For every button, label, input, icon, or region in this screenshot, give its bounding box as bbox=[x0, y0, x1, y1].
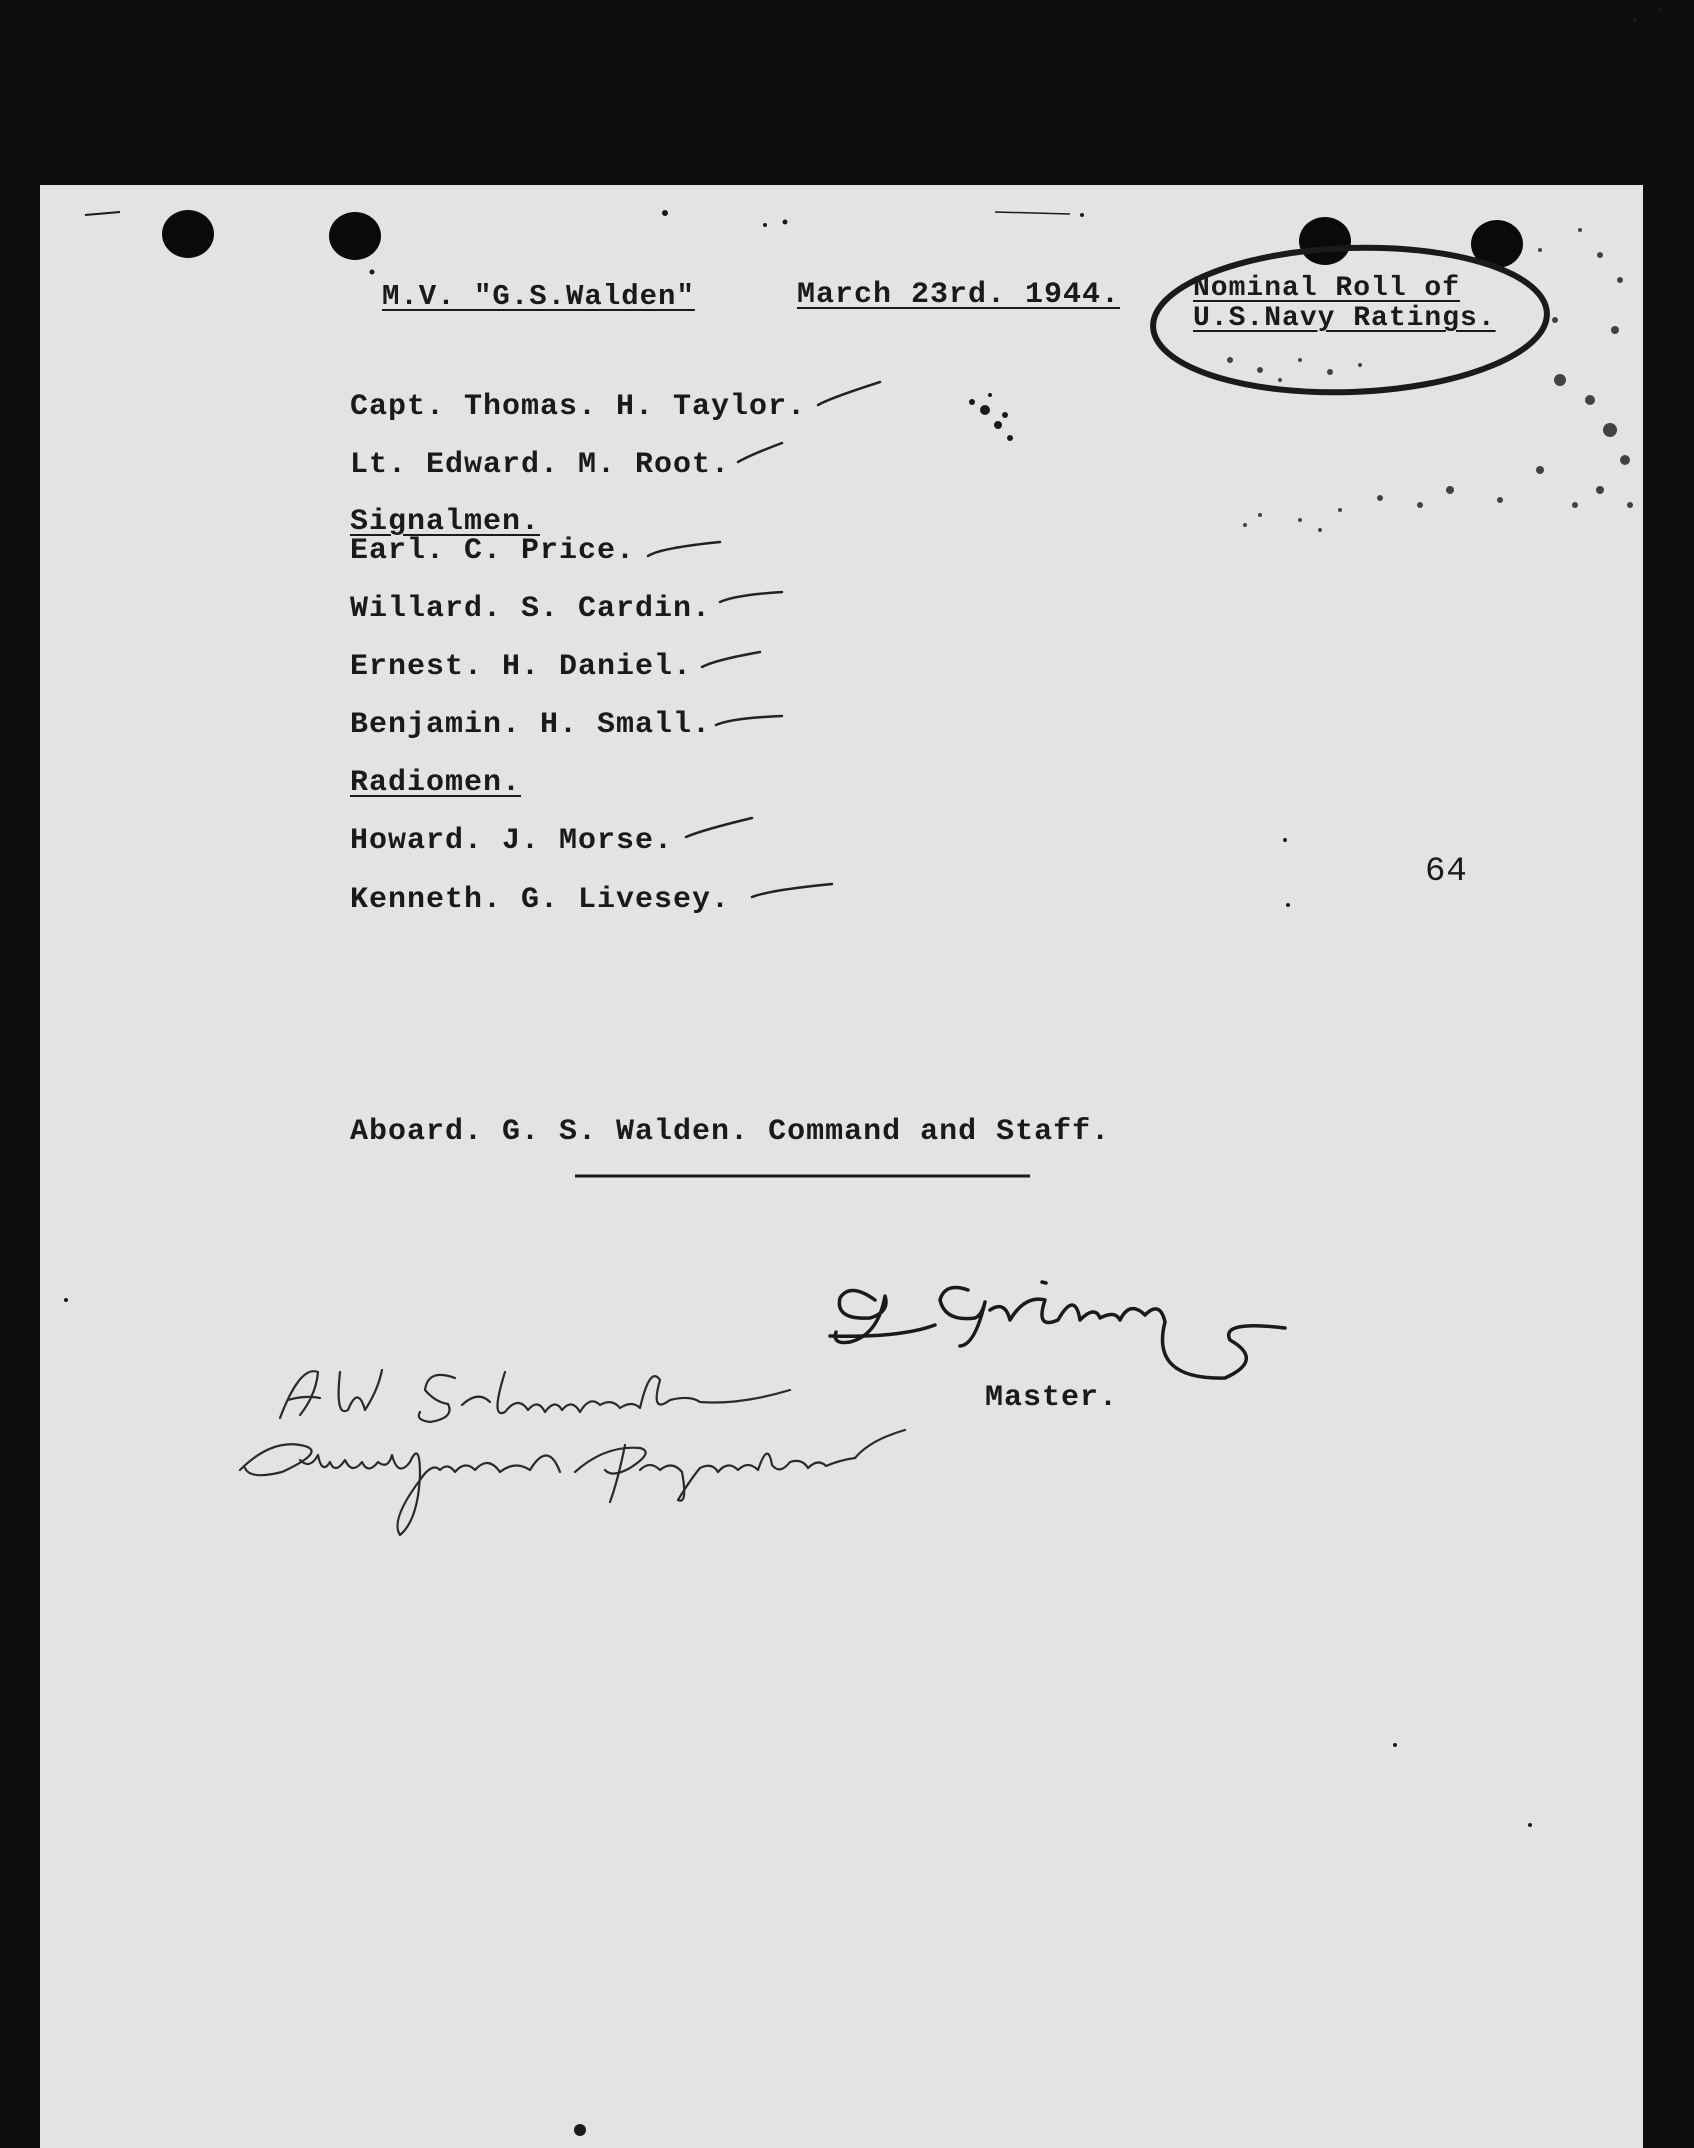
vessel-name: M.V. "G.S.Walden" bbox=[382, 280, 695, 313]
section-heading-radiomen: Radiomen. bbox=[350, 766, 522, 800]
check-mark bbox=[686, 818, 752, 837]
page-number: 64 bbox=[1425, 853, 1468, 891]
margin-mark bbox=[995, 212, 1070, 214]
check-mark bbox=[738, 443, 782, 462]
stamp-oval bbox=[1151, 241, 1550, 399]
roll-entry: Kenneth. G. Livesey. bbox=[350, 883, 731, 917]
check-mark bbox=[716, 716, 782, 725]
check-mark bbox=[752, 884, 832, 897]
check-mark bbox=[720, 592, 782, 602]
roll-entry: Howard. J. Morse. bbox=[350, 824, 674, 858]
roll-entry: Benjamin. H. Small. bbox=[350, 708, 712, 742]
check-mark bbox=[648, 542, 720, 556]
roll-entry: Earl. C. Price. bbox=[350, 534, 636, 568]
check-mark bbox=[818, 382, 880, 405]
margin-mark bbox=[85, 212, 120, 215]
roll-entry: Ernest. H. Daniel. bbox=[350, 650, 693, 684]
stamp-line-1: Nominal Roll of bbox=[1193, 273, 1461, 304]
roll-entry: Willard. S. Cardin. bbox=[350, 592, 712, 626]
master-signature bbox=[830, 1282, 1285, 1378]
aboard-line: Aboard. G. S. Walden. Command and Staff. bbox=[350, 1115, 1111, 1149]
master-title: Master. bbox=[985, 1381, 1119, 1415]
inspector-signature bbox=[240, 1370, 905, 1535]
section-heading-signalmen: Signalmen. bbox=[350, 505, 541, 539]
check-mark bbox=[702, 652, 760, 667]
roll-entry: Capt. Thomas. H. Taylor. bbox=[350, 390, 807, 424]
roll-entry: Lt. Edward. M. Root. bbox=[350, 448, 731, 482]
document-date: March 23rd. 1944. bbox=[797, 278, 1121, 312]
stamp-line-2: U.S.Navy Ratings. bbox=[1193, 303, 1496, 334]
